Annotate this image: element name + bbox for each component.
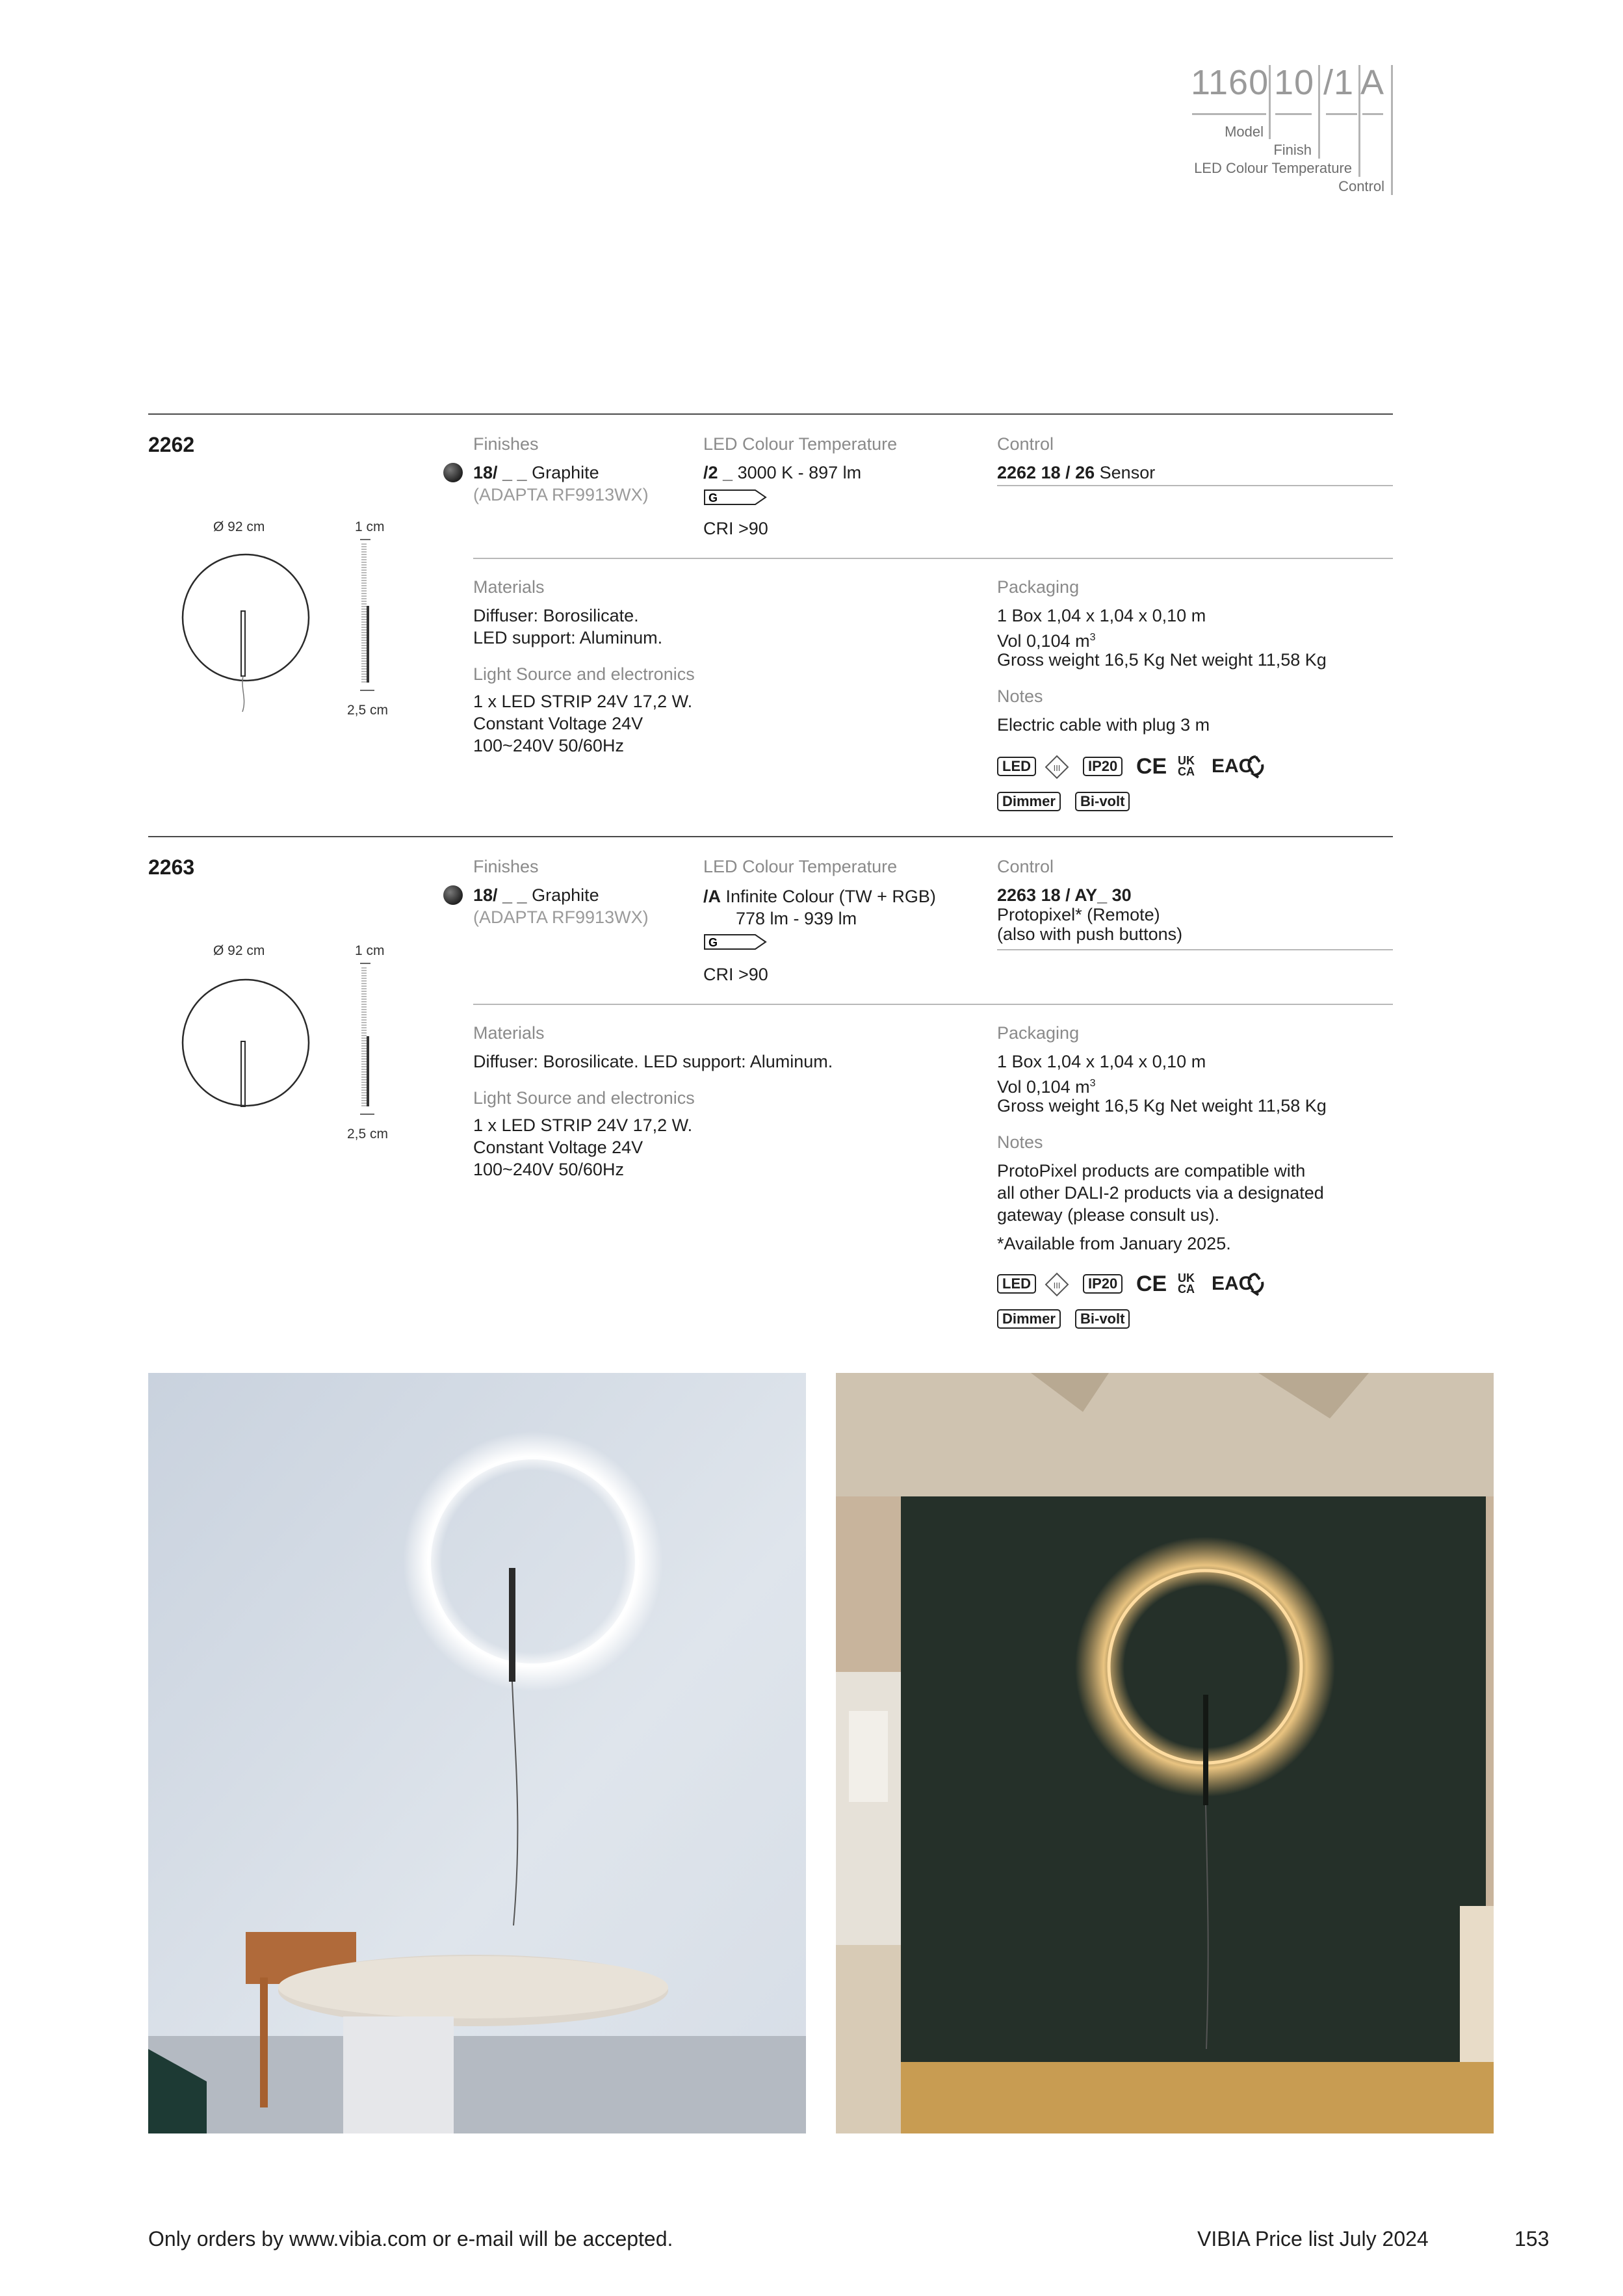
class-iii-icon [1044,1272,1070,1298]
light-source-heading: Light Source and electronics [473,1088,695,1108]
width-label: 1 cm [355,519,385,534]
finish-code: 18/ _ _ [473,463,527,482]
temp-line [703,885,936,907]
control-line-3: (also with push buttons) [997,924,1183,944]
temp-value-2: 778 lm - 939 lm [736,909,857,928]
bivolt-badge: Bi-volt [1075,792,1130,811]
temp-code: /2 _ [703,463,733,482]
led-temp-heading: LED Colour Temperature [703,434,898,454]
packaging-line-2: Vol 0,104 $m^3$ [997,1077,1096,1097]
diameter-label: Ø 92 cm [213,943,265,958]
control-code: 2263 18 / AY_ 30 [997,885,1132,905]
control-line [997,462,1155,484]
recycle-icon [1245,754,1266,779]
legend-temp-code: /1 [1323,63,1355,102]
finish-line [473,462,599,484]
packaging-heading: Packaging [997,1023,1080,1043]
legend-finish-label: Finish [1273,142,1312,158]
legend-control-code: A [1360,63,1385,102]
packaging-line-1: 1 Box 1,04 x 1,04 x 0,10 m [997,606,1206,625]
ce-mark: CE [1136,1272,1167,1296]
finishes-heading: Finishes [473,857,539,876]
finish-name: Graphite [532,463,599,482]
graphite-swatch [443,463,463,482]
notes-line-4: *Available from January 2025. [997,1234,1231,1253]
temp-value: 3000 K - 897 lm [737,463,862,482]
finish-ref: (ADAPTA RF9913WX) [473,485,649,504]
product-code: 2263 [148,855,195,879]
section-divider [148,413,1393,415]
ukca-mark: UK CA [1178,754,1195,778]
light-line-1: 1 x LED STRIP 24V 17,2 W. [473,1115,693,1135]
materials-heading: Materials [473,577,545,597]
notes-line-3: gateway (please consult us). [997,1205,1220,1225]
notes-line-1: Electric cable with plug 3 m [997,715,1210,735]
led-badge: LED [997,1274,1036,1294]
packaging-line-2: Vol 0,104 $m^3$ [997,631,1096,651]
packaging-line-1: 1 Box 1,04 x 1,04 x 0,10 m [997,1052,1206,1071]
lifestyle-photo-white-room [148,1373,806,2133]
product-code: 2262 [148,433,195,456]
temp-value: Infinite Colour (TW + RGB) [725,887,936,906]
ip20-badge: IP20 [1083,757,1123,776]
width-label: 1 cm [355,943,385,958]
front-view-drawing [175,971,318,1114]
control-heading: Control [997,857,1054,876]
diameter-label: Ø 92 cm [213,519,265,534]
materials-line-1: Diffuser: Borosilicate. [473,606,639,625]
light-line-3: 100~240V 50/60Hz [473,1160,624,1179]
cri-value: CRI >90 [703,965,768,984]
light-line-2: Constant Voltage 24V [473,1138,643,1157]
svg-text:III: III [1053,1281,1061,1290]
control-name: Sensor [1099,463,1156,482]
footer-order-note: Only orders by www.vibia.com or e-mail will be accepted. [148,2227,673,2250]
energy-class-label [703,933,768,950]
finish-code: 18/ _ _ [473,885,527,905]
cri-value: CRI >90 [703,519,768,538]
temp-code: /A [703,887,721,906]
depth-label: 2,5 cm [347,703,389,718]
svg-text:III: III [1053,763,1061,773]
legend-temp-label: LED Colour Temperature [1194,160,1352,176]
packaging-heading: Packaging [997,577,1080,597]
ukca-mark: UK CA [1178,1272,1195,1296]
led-temp-heading: LED Colour Temperature [703,857,898,876]
class-iii-icon [1044,754,1070,780]
notes-line-1: ProtoPixel products are compatible with [997,1161,1306,1181]
light-line-1: 1 x LED STRIP 24V 17,2 W. [473,692,693,711]
finish-ref: (ADAPTA RF9913WX) [473,907,649,927]
light-source-heading: Light Source and electronics [473,664,695,684]
eac-mark: EAC [1212,1273,1253,1294]
notes-heading: Notes [997,686,1043,706]
control-line-2: Protopixel* (Remote) [997,905,1160,924]
recycle-icon [1245,1272,1266,1296]
ce-mark: CE [1136,754,1167,779]
dimmer-badge: Dimmer [997,792,1061,811]
control-code: 2262 18 / 26 [997,463,1095,482]
light-line-3: 100~240V 50/60Hz [473,736,624,755]
materials-line-1: Diffuser: Borosilicate. LED support: Aluminum. [473,1052,833,1071]
energy-class-letter: G [708,491,718,504]
graphite-swatch [443,885,463,905]
footer-brand: VIBIA Price list July 2024 [1197,2227,1429,2250]
control-heading: Control [997,434,1054,454]
temp-line [703,462,861,484]
section-divider [148,836,1393,837]
energy-class-label [703,489,768,506]
materials-line-2: LED support: Aluminum. [473,628,663,647]
finish-line [473,884,599,906]
eac-mark: EAC [1212,755,1253,777]
front-view-drawing [175,546,318,728]
legend-model-code: 1160 [1191,63,1269,102]
materials-heading: Materials [473,1023,545,1043]
led-badge: LED [997,757,1036,776]
lifestyle-photo-dark-wall [836,1373,1494,2133]
dimmer-badge: Dimmer [997,1309,1061,1329]
light-line-2: Constant Voltage 24V [473,714,643,733]
legend-finish-code: 10 [1274,63,1315,102]
legend-model-label: Model [1225,124,1264,140]
packaging-line-3: Gross weight 16,5 Kg Net weight 11,58 Kg [997,1096,1327,1115]
page-number: 153 [1514,2227,1550,2250]
ip20-badge: IP20 [1083,1274,1123,1294]
side-view-drawing [351,534,383,697]
bivolt-badge: Bi-volt [1075,1309,1130,1329]
depth-label: 2,5 cm [347,1127,389,1141]
side-view-drawing [351,958,383,1121]
energy-class-letter: G [708,936,718,949]
packaging-line-3: Gross weight 16,5 Kg Net weight 11,58 Kg [997,650,1327,670]
finishes-heading: Finishes [473,434,539,454]
notes-line-2: all other DALI-2 products via a designated [997,1183,1324,1203]
notes-heading: Notes [997,1132,1043,1152]
finish-name: Graphite [532,885,599,905]
legend-control-label: Control [1338,178,1384,194]
